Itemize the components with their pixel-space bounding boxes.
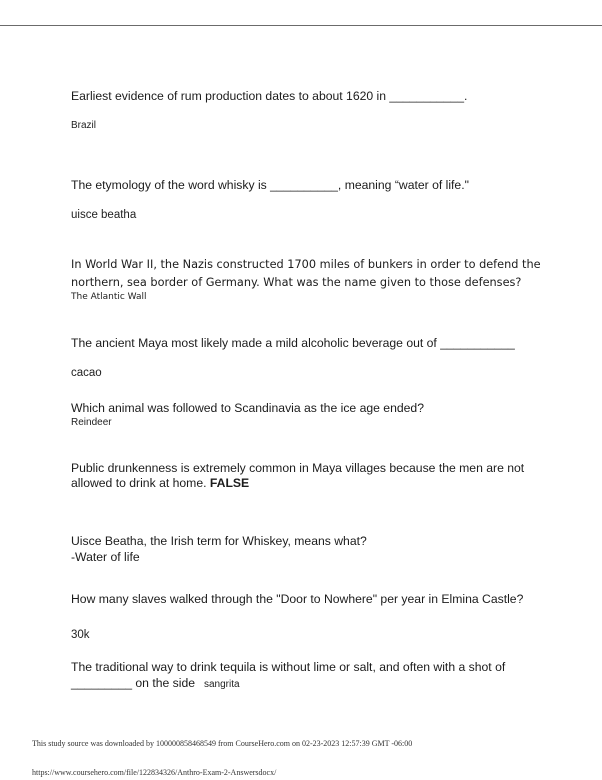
question-8: How many slaves walked through the "Door to Nowhere" per year in Elmina Castle? [71, 592, 524, 606]
answer-6: FALSE [209, 476, 250, 490]
question-6-line-1: Public drunkenness is extremely common in Maya villages because the men are not [71, 461, 525, 475]
question-6-text: allowed to drink at home. [71, 476, 207, 490]
question-5: Which animal was followed to Scandinavia as the ice age ended? [71, 401, 424, 415]
question-4: The ancient Maya most likely made a mild alcoholic beverage out of ___________ [71, 336, 515, 350]
answer-9: sangrita [204, 679, 240, 690]
question-1: Earliest evidence of rum production dates to about 1620 in ___________. [71, 89, 468, 103]
question-9-line-1: The traditional way to drink tequila is without lime or salt, and often with a shot of [71, 660, 506, 674]
answer-5: Reindeer [71, 417, 112, 428]
question-3-line-1: In World War II, the Nazis constructed 1700 miles of bunkers in order to defend the [71, 258, 541, 271]
question-7: Uisce Beatha, the Irish term for Whiskey, means what? [71, 534, 367, 548]
question-3-line-2: northern, sea border of Germany. What was the name given to those defenses? [71, 276, 522, 289]
footer-source: This study source was downloaded by 100000858468549 from CourseHero.com on 02-23-2023 12:57:39 GMT -06:00 [32, 739, 413, 748]
answer-4: cacao [71, 367, 102, 379]
header-rule [0, 25, 602, 26]
answer-2: uisce beatha [71, 209, 137, 221]
question-6-line-2 [71, 476, 249, 490]
question-9-line-2: _________ on the side [71, 676, 196, 690]
answer-1: Brazil [71, 120, 97, 131]
question-2: The etymology of the word whisky is __________, meaning “water of life." [71, 178, 469, 192]
footer-url[interactable]: https://www.coursehero.com/file/122834326/Anthro-Exam-2-Answersdocx/ [32, 768, 277, 777]
answer-3: The Atlantic Wall [71, 292, 147, 302]
answer-7: -Water of life [71, 550, 140, 564]
answer-8: 30k [71, 629, 90, 641]
